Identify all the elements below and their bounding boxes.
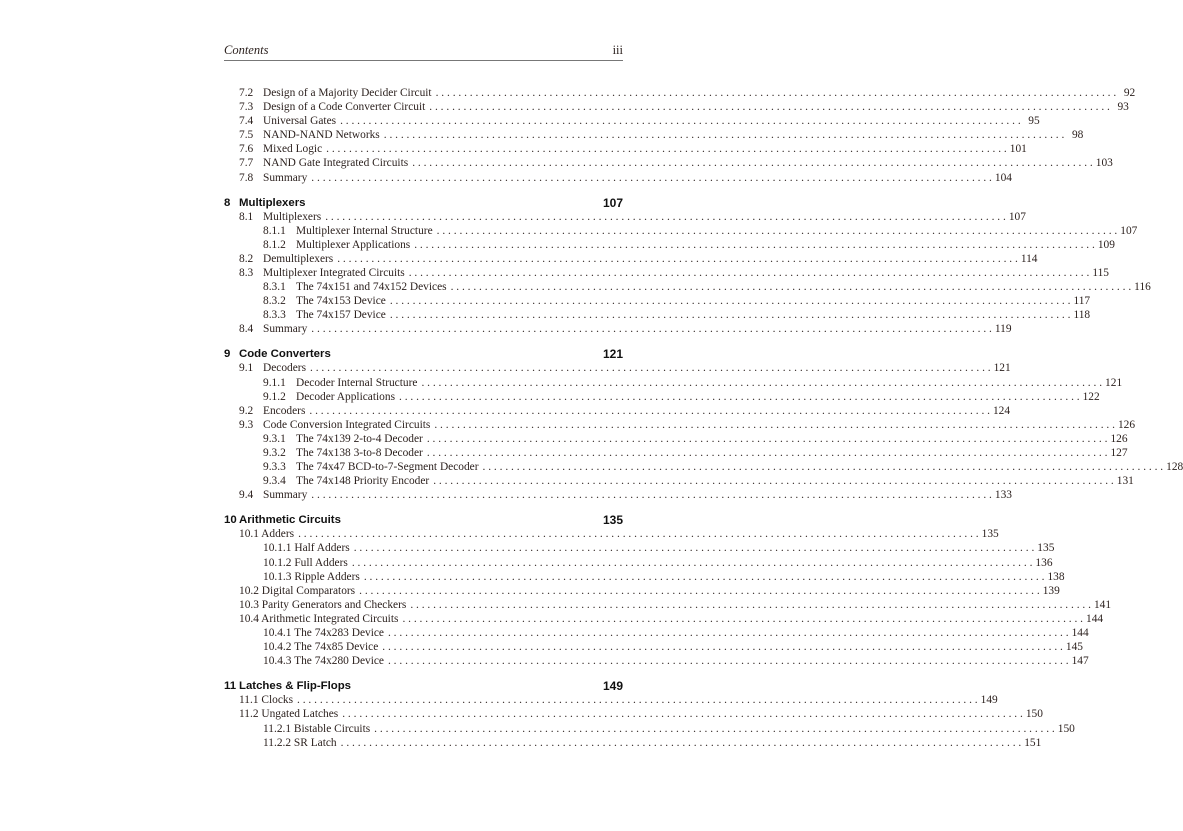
toc-entry-title: Design of a Code Converter Circuit: [263, 101, 426, 114]
toc-entry-title: Code Conversion Integrated Circuits: [263, 418, 431, 431]
toc-entry-number: 7.6: [239, 143, 254, 156]
toc-entry-text: SR Latch: [293, 736, 337, 749]
toc-section-entry[interactable]: [224, 376, 1123, 390]
dot-leader: . . . . . . . . . . . . . . . . . . . . . . . . . . . . . . . . . . . . . . . . . . . . . . . . . . . . . . . . . . . . . . . . . . . . . . . . . . . . . . . . . . . . . . . . . . . . . . . . . . . . . . . . . . . . . . . . . . . . . . . .: [342, 708, 1023, 721]
dot-leader: . . . . . . . . . . . . . . . . . . . . . . . . . . . . . . . . . . . . . . . . . . . . . . . . . . . . . . . . . . . . . . . . . . . . . . . . . . . . . . . . . . . . . . . . . . . . . . . . . . . . . . . . . . . . . . . . . . . . . . . .: [387, 655, 1069, 668]
toc-entry-page: 150: [1025, 708, 1043, 721]
toc-entry-text: Clocks: [261, 694, 294, 707]
toc-entry-number: 9.3.3: [263, 461, 286, 474]
toc-entry-page: 121: [993, 362, 1011, 375]
toc-entry-page: 117: [1073, 295, 1091, 308]
toc-entry-number: 8.3.3: [263, 309, 286, 322]
toc-entry-number: 8.1.2: [263, 238, 286, 251]
toc-entry-page: 133: [994, 489, 1012, 502]
toc-entry-number: 11.2.2: [263, 736, 292, 749]
toc-section-entry[interactable]: [224, 432, 1128, 446]
dot-leader: . . . . . . . . . . . . . . . . . . . . . . . . . . . . . . . . . . . . . . . . . . . . . . . . . . . . . . . . . . . . . . . . . . . . . . . . . . . . . . . . . . . . . . . . . . . . . . . . . . . . . . . . . . . . . . . . . . . . . . . .: [399, 390, 1080, 403]
toc-entry-page: 107: [1120, 224, 1138, 237]
toc-entry-text: Full Adders: [294, 556, 348, 569]
toc-entry-title: The 74x153 Device: [296, 295, 386, 308]
toc-section-entry[interactable]: [224, 584, 1060, 598]
toc-entry-page: 151: [1024, 736, 1042, 749]
dot-leader: . . . . . . . . . . . . . . . . . . . . . . . . . . . . . . . . . . . . . . . . . . . . . . . . . . . . . . . . . . . . . . . . . . . . . . . . . . . . . . . . . . . . . . . . . . . . . . . . . . . . . . . . . . . . . . . . . . . . . . . .: [434, 418, 1115, 431]
dot-leader: . . . . . . . . . . . . . . . . . . . . . . . . . . . . . . . . . . . . . . . . . . . . . . . . . . . . . . . . . . . . . . . . . . . . . . . . . . . . . . . . . . . . . . . . . . . . . . . . . . . . . . . . . . . . . . . . . . . . . . . .: [340, 736, 1022, 749]
dot-leader: . . . . . . . . . . . . . . . . . . . . . . . . . . . . . . . . . . . . . . . . . . . . . . . . . . . . . . . . . . . . . . . . . . . . . . . . . . . . . . . . . . . . . . . . . . . . . . . . . . . . . . . . . . . . . . . . . . . . . . . .: [311, 171, 992, 184]
toc-entry-title: The 74x47 BCD-to-7-Segment Decoder: [296, 461, 479, 474]
toc-entry-number: 10.4.1: [263, 627, 292, 640]
dot-leader: . . . . . . . . . . . . . . . . . . . . . . . . . . . . . . . . . . . . . . . . . . . . . . . . . . . . . . . . . . . . . . . . . . . . . . . . . . . . . . . . . . . . . . . . . . . . . . . . . . . . . . . . . . . . . . . . . . . . . . . .: [363, 570, 1045, 583]
toc-entry-page: 114: [1020, 252, 1038, 265]
toc-entry-page: 147: [1071, 655, 1089, 668]
toc-entry-page: 107: [1008, 210, 1026, 223]
dot-leader: . . . . . . . . . . . . . . . . . . . . . . . . . . . . . . . . . . . . . . . . . . . . . . . . . . . . . . . . . . . . . . . . . . . . . . . . . . . . . . . . . . . . . . . . . . . . . . . . . . . . . . . . . . . . . . . . . . . . . . . .: [340, 115, 1021, 128]
dot-leader: . . . . . . . . . . . . . . . . . . . . . . . . . . . . . . . . . . . . . . . . . . . . . . . . . . . . . . . . . . . . . . . . . . . . . . . . . . . . . . . . . . . . . . . . . . . . . . . . . . . . . . . . . . . . . . . . . . . . . . . .: [310, 362, 991, 375]
toc-entry-text: The 74x85 Device: [294, 641, 379, 654]
toc-entry-title: Multiplexers: [263, 210, 322, 223]
toc-entry-number: 10.4.3: [263, 655, 292, 668]
toc-entry-title: Decoder Internal Structure: [296, 376, 418, 389]
toc-entry-number: 11: [224, 680, 237, 693]
dot-leader: . . . . . . . . . . . . . . . . . . . . . . . . . . . . . . . . . . . . . . . . . . . . . . . . . . . . . . . . . . . . . . . . . . . . . . . . . . . . . . . . . . . . . . . . . . . . . . . . . . . . . . . . . . . . . . . . . . . . . . . .: [410, 598, 1091, 611]
toc-entry-number: 9.1: [239, 362, 254, 375]
toc-entry-page: 103: [1095, 157, 1113, 170]
toc-section-entry[interactable]: [224, 252, 1038, 266]
toc-entry-number: 10.1: [239, 528, 259, 541]
toc-entry-page: 136: [1035, 556, 1053, 569]
toc-entry-title: The 74x139 2-to-4 Decoder: [296, 432, 423, 445]
spacer: [351, 679, 603, 693]
toc-entry-number: 10.1.1: [263, 542, 292, 555]
toc-entry-number: 11.2.1: [263, 722, 292, 735]
toc-section-entry[interactable]: [224, 114, 1040, 128]
toc-entry-page: 150: [1057, 722, 1075, 735]
toc-entry-number: 11.2: [239, 708, 259, 721]
dot-leader: . . . . . . . . . . . . . . . . . . . . . . . . . . . . . . . . . . . . . . . . . . . . . . . . . . . . . . . . . . . . . . . . . . . . . . . . . . . . . . . . . . . . . . . . . . . . . . . . . . . . . . . . . . . . . . . . . . . . . . . .: [429, 101, 1110, 114]
toc-entry-text: Bistable Circuits: [293, 722, 371, 735]
toc-entry-title: Decoders: [263, 362, 307, 375]
toc-entry-number: 8.1: [239, 210, 254, 223]
toc-section-entry[interactable]: [224, 460, 1183, 474]
toc-entry-title: [263, 570, 360, 584]
toc-entry-page: 95: [1028, 115, 1040, 128]
toc-entry-number: 7.7: [239, 157, 254, 170]
dot-leader: . . . . . . . . . . . . . . . . . . . . . . . . . . . . . . . . . . . . . . . . . . . . . . . . . . . . . . . . . . . . . . . . . . . . . . . . . . . . . . . . . . . . . . . . . . . . . . . . . . . . . . . . . . . . . . . . . . . . . . . .: [421, 376, 1103, 389]
toc-entry-text: The 74x283 Device: [294, 627, 384, 640]
toc-section-entry[interactable]: [224, 527, 999, 541]
toc-entry-title: [263, 541, 350, 555]
dot-leader: . . . . . . . . . . . . . . . . . . . . . . . . . . . . . . . . . . . . . . . . . . . . . . . . . . . . . . . . . . . . . . . . . . . . . . . . . . . . . . . . . . . . . . . . . . . . . . . . . . . . . . . . . . . . . . . . . . . . . . . .: [450, 281, 1132, 294]
toc-entry-text: The 74x280 Device: [294, 655, 384, 668]
toc-entry-title: [263, 722, 370, 736]
toc-entry-page: 93: [1117, 101, 1129, 114]
toc-entry-page: 149: [980, 694, 998, 707]
toc-entry-number: 10.3: [239, 598, 259, 611]
toc-entry-title: [263, 736, 337, 750]
toc-section-entry[interactable]: [224, 361, 1011, 375]
toc-entry-number: 9.1.2: [263, 390, 286, 403]
spacer: [331, 347, 603, 361]
toc-entry-title: The 74x151 and 74x152 Devices: [296, 281, 447, 294]
toc-entry-text: Half Adders: [294, 542, 350, 555]
toc-entry-page: 127: [1110, 447, 1128, 460]
toc-entry-page: 126: [1110, 432, 1128, 445]
toc-entry-text: Adders: [261, 528, 295, 541]
toc-entry-title: Latches & Flip-Flops: [239, 680, 352, 693]
toc-entry-title: Multiplexer Integrated Circuits: [263, 267, 405, 280]
toc-entry-number: 9: [224, 348, 231, 361]
toc-entry-number: 10.2: [239, 584, 259, 597]
dot-leader: . . . . . . . . . . . . . . . . . . . . . . . . . . . . . . . . . . . . . . . . . . . . . . . . . . . . . . . . . . . . . . . . . . . . . . . . . . . . . . . . . . . . . . . . . . . . . . . . . . . . . . . . . . . . . . . . . . . . . . . .: [297, 694, 978, 707]
toc-entry-page: 126: [1117, 418, 1136, 431]
dot-leader: . . . . . . . . . . . . . . . . . . . . . . . . . . . . . . . . . . . . . . . . . . . . . . . . . . . . . . . . . . . . . . . . . . . . . . . . . . . . . . . . . . . . . . . . . . . . . . . . . . . . . . . . . . . . . . . . . . . . . . . .: [326, 143, 1007, 156]
toc-section-entry[interactable]: [224, 280, 1151, 294]
toc-entry-number: 10.1.2: [263, 556, 292, 569]
dot-leader: . . . . . . . . . . . . . . . . . . . . . . . . . . . . . . . . . . . . . . . . . . . . . . . . . . . . . . . . . . . . . . . . . . . . . . . . . . . . . . . . . . . . . . . . . . . . . . . . . . . . . . . . . . . . . . . . . . . . . . . .: [389, 295, 1071, 308]
toc-section-entry[interactable]: [224, 707, 1043, 721]
toc-chapter-entry[interactable]: [224, 196, 623, 210]
toc-entry-title: Demultiplexers: [263, 252, 334, 265]
toc-entry-title: Mixed Logic: [263, 143, 323, 156]
toc-entry-text: Digital Comparators: [261, 584, 356, 597]
toc-entry-page: 122: [1082, 390, 1100, 403]
toc-chapter-entry[interactable]: [224, 513, 623, 527]
toc-entry-page: 115: [1092, 267, 1109, 280]
toc-entry-title: Summary: [263, 323, 308, 336]
toc-entry-title: Arithmetic Circuits: [239, 514, 341, 527]
table-of-contents: [224, 86, 1183, 750]
toc-section-entry[interactable]: [224, 640, 1083, 654]
toc-entry-number: 10.4: [239, 612, 259, 625]
toc-entry-number: 8.3: [239, 267, 254, 280]
toc-section-entry[interactable]: [224, 156, 1113, 170]
toc-entry-number: 9.3: [239, 418, 254, 431]
toc-entry-number: 7.4: [239, 115, 254, 128]
toc-entry-page: 135: [602, 513, 623, 528]
toc-section-entry[interactable]: [224, 224, 1138, 238]
toc-entry-number: 7.3: [239, 101, 254, 114]
toc-entry-number: 9.1.1: [263, 376, 286, 389]
toc-chapter-entry[interactable]: [224, 679, 623, 693]
toc-entry-page: 119: [994, 323, 1012, 336]
toc-section-entry[interactable]: [224, 722, 1075, 736]
toc-section-entry[interactable]: [224, 266, 1109, 280]
toc-section-entry[interactable]: [224, 418, 1136, 432]
toc-entry-number: 10.4.2: [263, 641, 292, 654]
header-title: Contents: [224, 43, 269, 57]
toc-entry-title: [263, 556, 348, 570]
toc-entry-number: 10.1.3: [263, 570, 292, 583]
toc-entry-title: Multiplexers: [239, 196, 306, 209]
toc-entry-number: 9.2: [239, 404, 254, 417]
dot-leader: . . . . . . . . . . . . . . . . . . . . . . . . . . . . . . . . . . . . . . . . . . . . . . . . . . . . . . . . . . . . . . . . . . . . . . . . . . . . . . . . . . . . . . . . . . . . . . . . . . . . . . . . . . . . . . . . . . . . . . . .: [387, 627, 1069, 640]
toc-entry-page: 116: [1134, 281, 1151, 294]
dot-leader: . . . . . . . . . . . . . . . . . . . . . . . . . . . . . . . . . . . . . . . . . . . . . . . . . . . . . . . . . . . . . . . . . . . . . . . . . . . . . . . . . . . . . . . . . . . . . . . . . . . . . . . . . . . . . . . . . . . . . . . .: [389, 309, 1071, 322]
dot-leader: . . . . . . . . . . . . . . . . . . . . . . . . . . . . . . . . . . . . . . . . . . . . . . . . . . . . . . . . . . . . . . . . . . . . . . . . . . . . . . . . . . . . . . . . . . . . . . . . . . . . . . . . . . . . . . . . . . . . . . . .: [359, 584, 1040, 597]
toc-section-entry[interactable]: [224, 598, 1112, 612]
running-header: [224, 43, 623, 61]
toc-entry-title: The 74x138 3-to-8 Decoder: [296, 447, 423, 460]
toc-section-entry[interactable]: [224, 238, 1115, 252]
toc-entry-title: Decoder Applications: [296, 390, 396, 403]
toc-entry-page: 98: [1071, 129, 1084, 142]
toc-entry-title: The 74x157 Device: [296, 309, 386, 322]
toc-entry-page: 118: [1073, 309, 1091, 322]
toc-entry-title: [263, 626, 384, 640]
dot-leader: . . . . . . . . . . . . . . . . . . . . . . . . . . . . . . . . . . . . . . . . . . . . . . . . . . . . . . . . . . . . . . . . . . . . . . . . . . . . . . . . . . . . . . . . . . . . . . . . . . . . . . . . . . . . . . . . . . . . . . . .: [408, 267, 1090, 280]
toc-section-entry[interactable]: [224, 570, 1065, 584]
toc-entry-page: 138: [1047, 570, 1065, 583]
toc-section-entry[interactable]: [224, 693, 998, 707]
toc-section-entry[interactable]: [224, 446, 1128, 460]
toc-section-entry[interactable]: [224, 654, 1089, 668]
toc-section-entry[interactable]: [224, 404, 1011, 418]
toc-section-entry[interactable]: [224, 142, 1027, 156]
toc-entry-number: 9.4: [239, 489, 254, 502]
toc-section-entry[interactable]: [224, 626, 1089, 640]
toc-section-entry[interactable]: [224, 474, 1134, 488]
toc-entry-title: Summary: [263, 489, 308, 502]
toc-section-entry[interactable]: [224, 294, 1091, 308]
toc-entry-page: 109: [1097, 238, 1115, 251]
toc-entry-title: Encoders: [263, 404, 306, 417]
toc-entry-number: 9.3.1: [263, 432, 286, 445]
toc-entry-title: NAND-NAND Networks: [263, 129, 380, 142]
toc-section-entry[interactable]: [224, 736, 1042, 750]
dot-leader: . . . . . . . . . . . . . . . . . . . . . . . . . . . . . . . . . . . . . . . . . . . . . . . . . . . . . . . . . . . . . . . . . . . . . . . . . . . . . . . . . . . . . . . . . . . . . . . . . . . . . . . . . . . . . . . . . . . . . . . .: [426, 447, 1108, 460]
toc-entry-title: [263, 654, 384, 668]
toc-entry-title: Summary: [263, 171, 308, 184]
dot-leader: . . . . . . . . . . . . . . . . . . . . . . . . . . . . . . . . . . . . . . . . . . . . . . . . . . . . . . . . . . . . . . . . . . . . . . . . . . . . . . . . . . . . . . . . . . . . . . . . . . . . . . . . . . . . . . . . . . . . . . . .: [436, 224, 1118, 237]
toc-entry-page: 128: [1166, 461, 1183, 474]
toc-entry-text: Arithmetic Integrated Circuits: [261, 612, 399, 625]
toc-section-entry[interactable]: [224, 488, 1012, 502]
toc-entry-number: 9.3.2: [263, 447, 286, 460]
toc-entry-page: 144: [1071, 627, 1089, 640]
toc-entry-number: 7.5: [239, 129, 254, 142]
dot-leader: . . . . . . . . . . . . . . . . . . . . . . . . . . . . . . . . . . . . . . . . . . . . . . . . . . . . . . . . . . . . . . . . . . . . . . . . . . . . . . . . . . . . . . . . . . . . . . . . . . . . . . . . . . . . . . . . . . . . . . . .: [325, 210, 1006, 223]
toc-section-entry[interactable]: [224, 100, 1129, 114]
toc-entry-page: 135: [1037, 542, 1055, 555]
toc-entry-page: 144: [1086, 612, 1104, 625]
dot-leader: . . . . . . . . . . . . . . . . . . . . . . . . . . . . . . . . . . . . . . . . . . . . . . . . . . . . . . . . . . . . . . . . . . . . . . . . . . . . . . . . . . . . . . . . . . . . . . . . . . . . . . . . . . . . . . . . . . . . . . . .: [374, 722, 1055, 735]
dot-leader: . . . . . . . . . . . . . . . . . . . . . . . . . . . . . . . . . . . . . . . . . . . . . . . . . . . . . . . . . . . . . . . . . . . . . . . . . . . . . . . . . . . . . . . . . . . . . . . . . . . . . . . . . . . . . . . . . . . . . . . .: [311, 489, 992, 502]
toc-entry-text: Ungated Latches: [261, 708, 339, 721]
dot-leader: . . . . . . . . . . . . . . . . . . . . . . . . . . . . . . . . . . . . . . . . . . . . . . . . . . . . . . . . . . . . . . . . . . . . . . . . . . . . . . . . . . . . . . . . . . . . . . . . . . . . . . . . . . . . . . . . . . . . . . . .: [414, 238, 1095, 251]
toc-entry-page: 139: [1042, 584, 1060, 597]
toc-entry-page: 101: [1009, 143, 1027, 156]
dot-leader: . . . . . . . . . . . . . . . . . . . . . . . . . . . . . . . . . . . . . . . . . . . . . . . . . . . . . . . . . . . . . . . . . . . . . . . . . . . . . . . . . . . . . . . . . . . . . . . . . . . . . . . . . . . . . . . . . . . . . . . .: [337, 252, 1018, 265]
toc-entry-number: 7.8: [239, 171, 254, 184]
toc-entry-number: 8.1.1: [263, 224, 286, 237]
toc-section-entry[interactable]: [224, 541, 1055, 555]
toc-entry-text: Parity Generators and Checkers: [261, 598, 407, 611]
toc-entry-title: Multiplexer Internal Structure: [296, 224, 433, 237]
toc-entry-title: [263, 640, 378, 654]
toc-entry-number: 8.4: [239, 323, 254, 336]
toc-entry-page: 92: [1123, 87, 1136, 99]
toc-entry-page: 145: [1065, 641, 1083, 654]
toc-entry-page: 135: [981, 528, 999, 541]
dot-leader: . . . . . . . . . . . . . . . . . . . . . . . . . . . . . . . . . . . . . . . . . . . . . . . . . . . . . . . . . . . . . . . . . . . . . . . . . . . . . . . . . . . . . . . . . . . . . . . . . . . . . . . . . . . . . . . . . . . . . . . .: [402, 612, 1084, 625]
toc-section-entry[interactable]: [224, 556, 1053, 570]
dot-leader: . . . . . . . . . . . . . . . . . . . . . . . . . . . . . . . . . . . . . . . . . . . . . . . . . . . . . . . . . . . . . . . . . . . . . . . . . . . . . . . . . . . . . . . . . . . . . . . . . . . . . . . . . . . . . . . . . . . . . . . .: [351, 556, 1033, 569]
dot-leader: . . . . . . . . . . . . . . . . . . . . . . . . . . . . . . . . . . . . . . . . . . . . . . . . . . . . . . . . . . . . . . . . . . . . . . . . . . . . . . . . . . . . . . . . . . . . . . . . . . . . . . . . . . . . . . . . . . . . . . . .: [382, 641, 1063, 654]
toc-entry-page: 104: [994, 171, 1012, 184]
toc-section-entry[interactable]: [224, 210, 1026, 224]
dot-leader: . . . . . . . . . . . . . . . . . . . . . . . . . . . . . . . . . . . . . . . . . . . . . . . . . . . . . . . . . . . . . . . . . . . . . . . . . . . . . . . . . . . . . . . . . . . . . . . . . . . . . . . . . . . . . . . . . . . . . . . .: [311, 323, 992, 336]
toc-entry-text: Ripple Adders: [294, 570, 360, 583]
spacer: [305, 196, 603, 210]
toc-section-entry[interactable]: [224, 390, 1100, 404]
toc-entry-title: Design of a Majority Decider Circuit: [263, 87, 432, 99]
toc-section-entry[interactable]: [224, 171, 1012, 185]
spacer: [341, 513, 603, 527]
toc-entry-page: 131: [1116, 475, 1134, 488]
toc-entry-number: 8.3.2: [263, 295, 286, 308]
toc-chapter-entry[interactable]: [224, 347, 623, 361]
toc-entry-number: 10: [224, 514, 237, 527]
dot-leader: . . . . . . . . . . . . . . . . . . . . . . . . . . . . . . . . . . . . . . . . . . . . . . . . . . . . . . . . . . . . . . . . . . . . . . . . . . . . . . . . . . . . . . . . . . . . . . . . . . . . . . . . . . . . . . . . . . . . . . . .: [426, 432, 1108, 445]
toc-entry-page: 124: [992, 404, 1011, 417]
toc-entry-title: [239, 612, 398, 626]
toc-entry-number: 9.3.4: [263, 475, 286, 488]
dot-leader: . . . . . . . . . . . . . . . . . . . . . . . . . . . . . . . . . . . . . . . . . . . . . . . . . . . . . . . . . . . . . . . . . . . . . . . . . . . . . . . . . . . . . . . . . . . . . . . . . . . . . . . . . . . . . . . . . . . . . . . .: [298, 528, 979, 541]
toc-entry-number: 8.3.1: [263, 281, 286, 294]
dot-leader: . . . . . . . . . . . . . . . . . . . . . . . . . . . . . . . . . . . . . . . . . . . . . . . . . . . . . . . . . . . . . . . . . . . . . . . . . . . . . . . . . . . . . . . . . . . . . . . . . . . . . . . . . . . . . . . . . . . . . . . .: [353, 542, 1035, 555]
toc-entry-page: 121: [1105, 376, 1123, 389]
toc-entry-title: NAND Gate Integrated Circuits: [263, 157, 409, 170]
toc-entry-number: 8: [224, 196, 231, 209]
toc-entry-page: 121: [602, 347, 623, 362]
toc-entry-title: Universal Gates: [263, 115, 337, 128]
toc-entry-title: Multiplexer Applications: [296, 238, 411, 251]
toc-entry-page: 107: [602, 195, 623, 210]
toc-entry-title: [239, 584, 355, 598]
toc-entry-page: 149: [602, 679, 623, 694]
header-page-number: iii: [612, 43, 623, 57]
toc-entry-number: 7.2: [239, 87, 254, 99]
toc-entry-number: 11.1: [239, 694, 259, 707]
dot-leader: . . . . . . . . . . . . . . . . . . . . . . . . . . . . . . . . . . . . . . . . . . . . . . . . . . . . . . . . . . . . . . . . . . . . . . . . . . . . . . . . . . . . . . . . . . . . . . . . . . . . . . . . . . . . . . . . . . . . . . . .: [435, 87, 1117, 99]
toc-entry-page: 141: [1093, 598, 1112, 611]
toc-section-entry[interactable]: [224, 128, 1084, 142]
toc-section-entry[interactable]: [224, 612, 1104, 626]
dot-leader: . . . . . . . . . . . . . . . . . . . . . . . . . . . . . . . . . . . . . . . . . . . . . . . . . . . . . . . . . . . . . . . . . . . . . . . . . . . . . . . . . . . . . . . . . . . . . . . . . . . . . . . . . . . . . . . . . . . . . . . .: [309, 404, 990, 417]
toc-section-entry[interactable]: [224, 86, 1136, 100]
toc-entry-title: Code Converters: [239, 348, 331, 361]
dot-leader: . . . . . . . . . . . . . . . . . . . . . . . . . . . . . . . . . . . . . . . . . . . . . . . . . . . . . . . . . . . . . . . . . . . . . . . . . . . . . . . . . . . . . . . . . . . . . . . . . . . . . . . . . . . . . . . . . . . . . . . .: [383, 129, 1065, 142]
toc-entry-title: The 74x148 Priority Encoder: [296, 475, 430, 488]
dot-leader: . . . . . . . . . . . . . . . . . . . . . . . . . . . . . . . . . . . . . . . . . . . . . . . . . . . . . . . . . . . . . . . . . . . . . . . . . . . . . . . . . . . . . . . . . . . . . . . . . . . . . . . . . . . . . . . . . . . . . . . .: [412, 157, 1093, 170]
toc-entry-title: [239, 598, 406, 612]
toc-section-entry[interactable]: [224, 308, 1091, 322]
toc-entry-title: [239, 527, 294, 541]
toc-section-entry[interactable]: [224, 322, 1012, 336]
dot-leader: . . . . . . . . . . . . . . . . . . . . . . . . . . . . . . . . . . . . . . . . . . . . . . . . . . . . . . . . . . . . . . . . . . . . . . . . . . . . . . . . . . . . . . . . . . . . . . . . . . . . . . . . . . . . . . . . . . . . . . . .: [482, 461, 1164, 474]
toc-entry-title: [239, 693, 293, 707]
toc-entry-title: [239, 707, 338, 721]
toc-entry-number: 8.2: [239, 252, 254, 265]
dot-leader: . . . . . . . . . . . . . . . . . . . . . . . . . . . . . . . . . . . . . . . . . . . . . . . . . . . . . . . . . . . . . . . . . . . . . . . . . . . . . . . . . . . . . . . . . . . . . . . . . . . . . . . . . . . . . . . . . . . . . . . .: [433, 475, 1114, 488]
